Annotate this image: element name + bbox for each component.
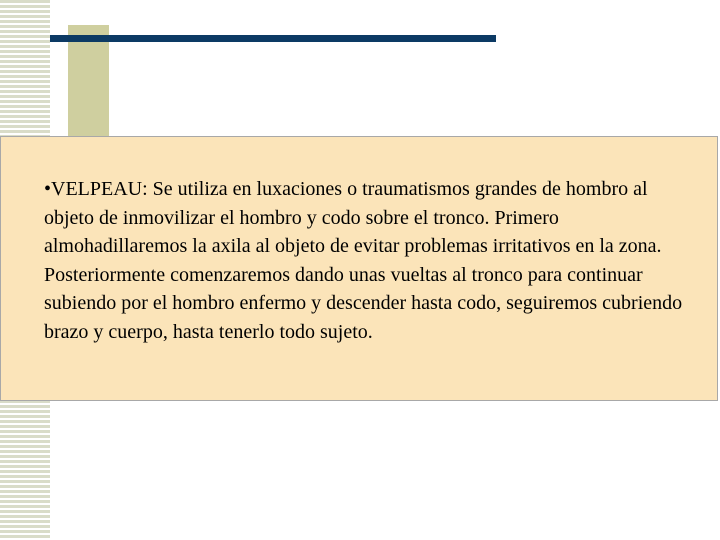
content-text-box — [0, 136, 718, 401]
decorative-title-rule — [50, 35, 496, 42]
decorative-vertical-bar — [68, 25, 109, 139]
bullet-body: : Se utiliza en luxaciones o traumatismos grandes de hombro al objeto de inmovilizar el hombro y codo sobre el tronco. Primero almohadillaremos la axila al objeto de evitar problemas irritativos en la zona. Posteriormente comenzaremos dando unas vueltas al tronco para continuar subiendo por el hombro enfermo y descender hasta codo, seguiremos cubriendo brazo y cuerpo, hasta tenerlo todo sujeto. — [44, 178, 683, 343]
bullet-paragraph — [44, 175, 694, 346]
bullet-glyph: • — [44, 178, 52, 200]
bullet-term: VELPEAU — [51, 178, 143, 200]
